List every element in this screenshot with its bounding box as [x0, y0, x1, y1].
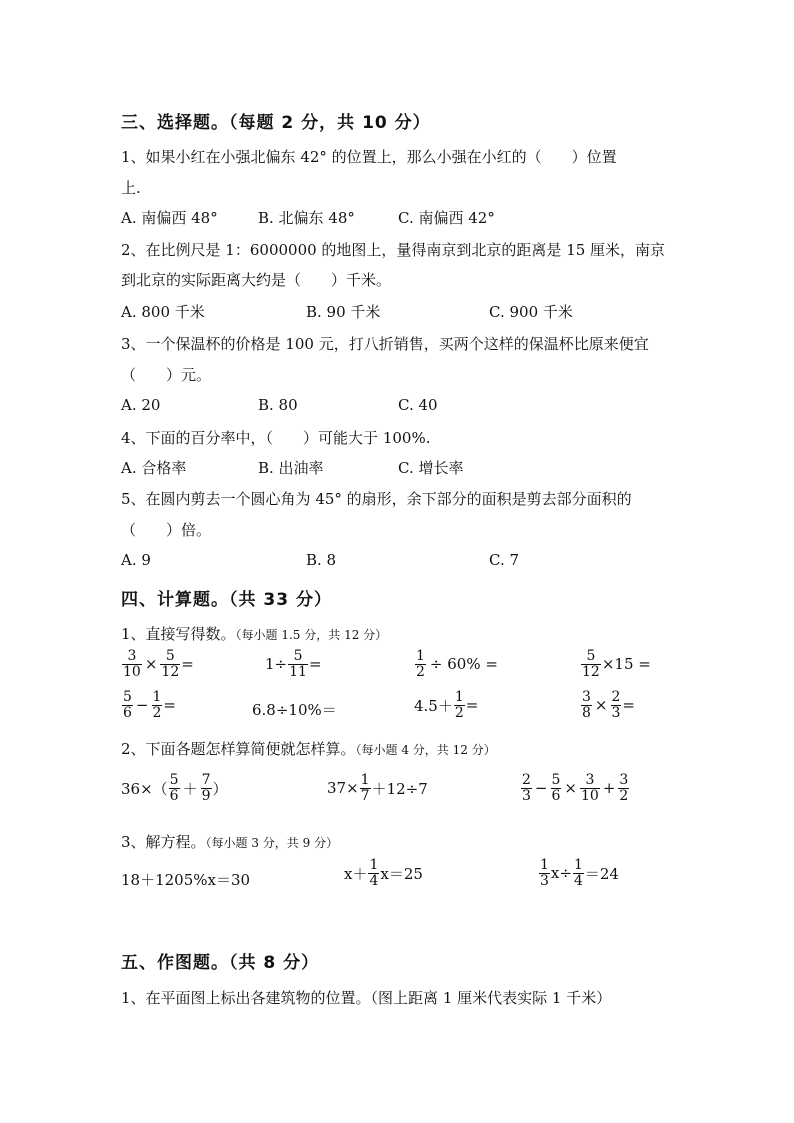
p3-heading — [121, 831, 338, 852]
q5-option-a: A. 9 — [121, 551, 151, 569]
section5-q1: 1、在平面图上标出各建筑物的位置。（图上距离 1 厘米代表实际 1 千米） — [121, 989, 612, 1007]
q2-option-c: C. 900 千米 — [489, 303, 573, 321]
q4-option-b: B. 出油率 — [258, 459, 324, 477]
q3-option-a: A. 20 — [121, 396, 161, 414]
p3-note: （每小题 3 分，共 9 分） — [205, 836, 339, 850]
q3-option-b: B. 80 — [258, 396, 298, 414]
equation-1: 18＋1205%x＝30 — [121, 871, 251, 889]
q4-text: 4、下面的百分率中，（ ）可能大于 100%. — [121, 429, 431, 447]
q1-option-b: B. 北偏东 48° — [258, 209, 355, 227]
p2-note: （每小题 4 分，共 12 分） — [355, 743, 496, 757]
expr-5: $\frac{5}{6}$ − $\frac{1}{2}$ = — [123, 689, 176, 721]
p2-heading — [121, 738, 496, 759]
q2-option-a: A. 800 千米 — [121, 303, 205, 321]
p1-heading — [121, 623, 387, 644]
expr-1: $\frac{3}{10}$ × $\frac{5}{12}$ = — [123, 648, 194, 680]
q2-option-b: B. 90 千米 — [306, 303, 381, 321]
q3-option-c: C. 40 — [398, 396, 438, 414]
q2-text-cont: 到北京的实际距离大约是（ ）千米。 — [121, 271, 392, 289]
q3-text-cont: （ ）元。 — [121, 366, 212, 384]
q4-option-a: A. 合格率 — [121, 459, 187, 477]
equation-3: $\frac{1}{3}$ x÷ $\frac{1}{4}$ ＝24 — [540, 857, 619, 889]
q1-text-cont: 上. — [121, 179, 141, 197]
p1-note: （每小题 1.5 分，共 12 分） — [235, 628, 388, 642]
expr-7: 4.5＋ $\frac{1}{2}$ = — [414, 689, 479, 721]
q5-text: 5、在圆内剪去一个圆心角为 45° 的扇形，余下部分的面积是剪去部分面积的 — [121, 490, 632, 508]
section5-title: 五、作图题。（共 8 分） — [121, 953, 320, 973]
calc-2: 37× $\frac{1}{7}$ ＋12÷7 — [327, 772, 428, 804]
q5-text-cont: （ ）倍。 — [121, 521, 212, 539]
expr-4: $\frac{5}{12}$ ×15 = — [582, 648, 651, 680]
expr-2: 1÷ $\frac{5}{11}$ = — [265, 648, 322, 680]
p3-label: 3、解方程。 — [121, 833, 206, 851]
q1-option-a: A. 南偏西 48° — [121, 209, 218, 227]
expr-3: $\frac{1}{2}$ ÷ 60% = — [416, 648, 498, 680]
q5-option-c: C. 7 — [489, 551, 520, 569]
equation-2: x＋ $\frac{1}{4}$ x＝25 — [344, 857, 423, 889]
calc-3: $\frac{2}{3}$ − $\frac{5}{6}$ × $\frac{3}{10}$ + $\frac{3}{2}$ — [522, 772, 629, 804]
q1-text: 1、如果小红在小强北偏东 42° 的位置上，那么小强在小红的（ ）位置 — [121, 148, 617, 166]
p1-label: 1、直接写得数。 — [121, 625, 236, 643]
expr-6: 6.8÷10%＝ — [252, 701, 337, 719]
p2-label: 2、下面各题怎样算简便就怎样算。 — [121, 740, 356, 758]
section4-title: 四、计算题。（共 33 分） — [121, 590, 332, 610]
expr-8: $\frac{3}{8}$ × $\frac{2}{3}$ = — [582, 689, 635, 721]
q1-option-c: C. 南偏西 42° — [398, 209, 495, 227]
q4-option-c: C. 增长率 — [398, 459, 464, 477]
section3-title: 三、选择题。（每题 2 分，共 10 分） — [121, 113, 431, 133]
q5-option-b: B. 8 — [306, 551, 337, 569]
q3-text: 3、一个保温杯的价格是 100 元，打八折销售，买两个这样的保温杯比原来便宜 — [121, 335, 649, 353]
calc-1: 36×（ $\frac{5}{6}$ ＋ $\frac{7}{9}$ ） — [121, 772, 228, 804]
q2-text: 2、在比例尺是 1：6000000 的地图上，量得南京到北京的距离是 15 厘米，南京 — [121, 241, 666, 259]
